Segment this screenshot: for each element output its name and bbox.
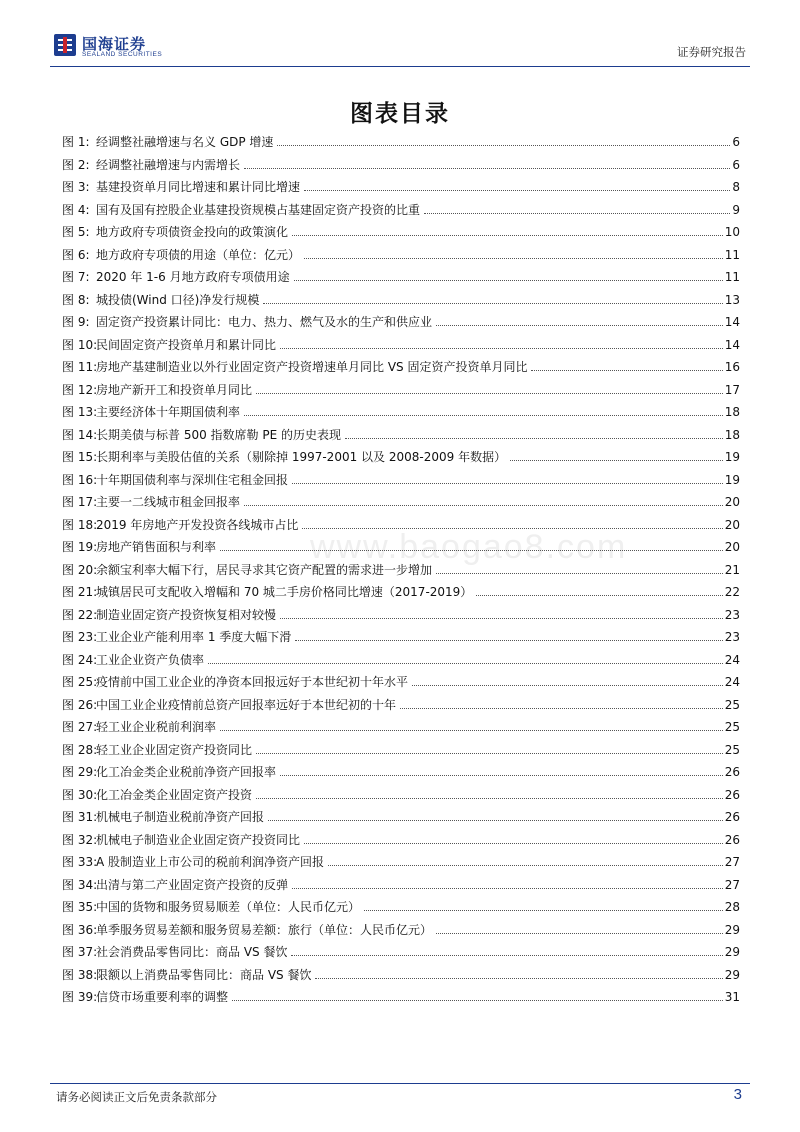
toc-entry-page: 24: [724, 652, 740, 667]
toc-entry-page: 22: [724, 585, 740, 599]
toc-entry[interactable]: [62, 268, 740, 291]
toc-entry-page: 27: [724, 877, 740, 892]
toc-entry-title: 长期利率与美股估值的关系（剔除掉 1997-2001 以及 2008-2009 年数据）: [96, 450, 507, 464]
toc-leader-dots: [292, 235, 723, 236]
toc-entry[interactable]: [62, 223, 740, 246]
toc-entry-title: 经调整社融增速与内需增长: [96, 157, 241, 172]
toc-leader-dots: [436, 325, 723, 326]
toc-entry-page: 25: [724, 742, 740, 757]
toc-entry-page: 11: [724, 270, 740, 284]
toc-entry-page: 26: [724, 765, 740, 779]
toc-entry-title: 轻工业企业固定资产投资同比: [96, 742, 253, 757]
toc-entry-label: 图 32:: [62, 832, 98, 847]
toc-entry-label: 图 39:: [62, 990, 98, 1004]
toc-entry-label: 图 6:: [62, 247, 90, 262]
toc-leader-dots: [244, 505, 723, 506]
toc-entry-label: 图 23:: [62, 630, 98, 644]
toc-leader-dots: [424, 213, 730, 214]
toc-leader-dots: [292, 483, 723, 484]
toc-entry[interactable]: [62, 583, 740, 606]
toc-entry[interactable]: [62, 133, 740, 156]
sealand-logo-icon: [54, 34, 76, 56]
toc-entry[interactable]: [62, 336, 740, 359]
toc-leader-dots: [328, 865, 723, 866]
toc-entry-label: 图 4:: [62, 202, 90, 217]
toc-entry-page: 23: [724, 607, 740, 622]
toc-entry[interactable]: [62, 718, 740, 741]
toc-entry-title: 房地产新开工和投资单月同比: [96, 382, 253, 397]
toc-entry-label: 图 38:: [62, 967, 98, 982]
toc-entry[interactable]: [62, 898, 740, 921]
toc-entry-page: 29: [724, 922, 740, 937]
toc-entry-label: 图 11:: [62, 360, 98, 374]
toc-leader-dots: [412, 685, 723, 686]
toc-entry-title: 机械电子制造业企业固定资产投资同比: [96, 832, 301, 847]
toc-entry[interactable]: [62, 943, 740, 966]
toc-entry-label: 图 22:: [62, 607, 98, 622]
toc-entry-label: 图 34:: [62, 877, 98, 892]
page-title: 图表目录: [350, 101, 450, 127]
toc-entry-label: 图 36:: [62, 922, 98, 937]
toc-leader-dots: [244, 168, 730, 169]
toc-entry-page: 19: [724, 472, 740, 487]
toc-entry-title: 民间固定资产投资单月和累计同比: [96, 337, 277, 352]
toc-entry[interactable]: [62, 921, 740, 944]
toc-entry[interactable]: [62, 786, 740, 809]
toc-leader-dots: [304, 190, 730, 191]
toc-entry[interactable]: [62, 876, 740, 899]
toc-entry-page: 24: [724, 675, 740, 689]
toc-entry[interactable]: [62, 471, 740, 494]
toc-entry[interactable]: [62, 741, 740, 764]
toc-entry-page: 14: [724, 337, 740, 352]
toc-entry-label: 图 18:: [62, 517, 98, 532]
toc-entry-title: 十年期国债利率与深圳住宅租金回报: [96, 472, 289, 487]
toc-entry-title: 基建投资单月同比增速和累计同比增速: [96, 180, 301, 194]
toc-leader-dots: [220, 730, 723, 731]
toc-entry-title: 长期美债与标普 500 指数席勒 PE 的历史表现: [96, 427, 341, 442]
toc-leader-dots: [232, 1000, 723, 1001]
toc-entry[interactable]: [62, 313, 740, 336]
toc-entry-title: 主要经济体十年期国债利率: [96, 405, 241, 419]
toc-leader-dots: [256, 798, 723, 799]
toc-leader-dots: [510, 460, 723, 461]
toc-leader-dots: [256, 753, 723, 754]
toc-leader-dots: [400, 708, 723, 709]
toc-leader-dots: [302, 528, 722, 529]
toc-entry-page: 6: [732, 157, 740, 172]
logo-chinese-name: 国海证券: [82, 35, 147, 53]
toc-entry-page: 10: [724, 225, 740, 239]
toc-entry-title: 出清与第二产业固定资产投资的反弹: [96, 877, 289, 892]
toc-entry-label: 图 30:: [62, 787, 98, 802]
report-type-label: 证券研究报告: [677, 45, 746, 59]
toc-leader-dots: [244, 415, 723, 416]
toc-leader-dots: [304, 843, 723, 844]
toc-entry-title: 单季服务贸易差额和服务贸易差额：旅行（单位：人民币亿元）: [96, 922, 433, 937]
toc-entry-label: 图 3:: [62, 180, 90, 194]
toc-entry[interactable]: [62, 201, 740, 224]
toc-leader-dots: [295, 640, 722, 641]
toc-entry[interactable]: [62, 178, 740, 201]
toc-entry-page: 19: [724, 450, 740, 464]
toc-entry-page: 14: [724, 315, 740, 329]
toc-leader-dots: [280, 775, 723, 776]
toc-entry-title: 工业企业资产负债率: [96, 652, 205, 667]
toc-entry-page: 11: [724, 247, 740, 262]
toc-entry[interactable]: [62, 966, 740, 989]
toc-entry-title: 地方政府专项债资金投向的政策演化: [96, 225, 289, 239]
toc-entry[interactable]: [62, 673, 740, 696]
toc-leader-dots: [256, 393, 723, 394]
toc-entry-label: 图 12:: [62, 382, 98, 397]
toc-entry-label: 图 21:: [62, 585, 98, 599]
toc-leader-dots: [531, 370, 722, 371]
toc-entry[interactable]: [62, 358, 740, 381]
toc-entry-label: 图 19:: [62, 540, 98, 554]
toc-entry-page: 23: [724, 630, 740, 644]
toc-entry[interactable]: [62, 291, 740, 314]
toc-leader-dots: [364, 910, 723, 911]
toc-entry-title: A 股制造业上市公司的税前利润净资产回报: [96, 855, 325, 869]
header-divider: [50, 66, 750, 67]
toc-entry-page: 9: [732, 202, 740, 217]
toc-entry[interactable]: [62, 381, 740, 404]
toc-leader-dots: [220, 550, 723, 551]
page-header: [50, 30, 750, 66]
footer-divider: [50, 1083, 750, 1084]
toc-entry-label: 图 2:: [62, 157, 90, 172]
toc-leader-dots: [315, 978, 722, 979]
toc-entry-label: 图 1:: [62, 135, 90, 149]
toc-entry-label: 图 13:: [62, 405, 98, 419]
toc-entry-label: 图 14:: [62, 427, 98, 442]
toc-entry-label: 图 37:: [62, 945, 98, 959]
toc-entry[interactable]: [62, 516, 740, 539]
toc-entry-title: 化工冶金类企业固定资产投资: [96, 787, 253, 802]
toc-entry-label: 图 31:: [62, 810, 98, 824]
toc-entry[interactable]: [62, 538, 740, 561]
toc-entry[interactable]: [62, 493, 740, 516]
toc-leader-dots: [208, 663, 723, 664]
toc-entry[interactable]: [62, 696, 740, 719]
toc-entry[interactable]: [62, 831, 740, 854]
toc-entry-page: 16: [724, 360, 740, 374]
toc-entry[interactable]: [62, 988, 740, 1011]
toc-leader-dots: [292, 888, 723, 889]
toc-leader-dots: [263, 303, 722, 304]
toc-entry-label: 图 26:: [62, 697, 98, 712]
toc-entry-title: 疫情前中国工业企业的净资本回报远好于本世纪初十年水平: [96, 675, 409, 689]
toc-entry-title: 主要一二线城市租金回报率: [96, 495, 241, 509]
toc-entry-page: 6: [732, 135, 740, 149]
toc-entry[interactable]: [62, 448, 740, 471]
toc-entry-title: 国有及国有控股企业基建投资规模占基建固定资产投资的比重: [96, 202, 421, 217]
toc-entry-title: 地方政府专项债的用途（单位：亿元）: [96, 247, 301, 262]
toc-entry[interactable]: [62, 606, 740, 629]
toc-entry-page: 21: [724, 562, 740, 577]
toc-entry-title: 房地产基建制造业以外行业固定资产投资增速单月同比 VS 固定资产投资单月同比: [96, 360, 528, 374]
toc-entry-label: 图 16:: [62, 472, 98, 487]
toc-entry-label: 图 29:: [62, 765, 98, 779]
toc-entry-page: 26: [724, 787, 740, 802]
toc-entry-page: 20: [724, 495, 740, 509]
toc-entry-label: 图 20:: [62, 562, 98, 577]
toc-entry-title: 社会消费品零售同比：商品 VS 餐饮: [96, 945, 288, 959]
toc-entry-page: 13: [724, 292, 740, 307]
toc-leader-dots: [436, 573, 723, 574]
toc-entry-label: 图 5:: [62, 225, 90, 239]
toc-entry-page: 18: [724, 427, 740, 442]
toc-entry-title: 中国工业企业疫情前总资产回报率远好于本世纪初的十年: [96, 697, 397, 712]
toc-leader-dots: [345, 438, 723, 439]
toc-leader-dots: [476, 595, 722, 596]
toc-entry-title: 经调整社融增速与名义 GDP 增速: [96, 135, 274, 149]
toc-entry[interactable]: [62, 763, 740, 786]
toc-entry[interactable]: [62, 156, 740, 179]
toc-entry-label: 图 33:: [62, 855, 98, 869]
toc-entry-title: 固定资产投资累计同比：电力、热力、燃气及水的生产和供应业: [96, 315, 433, 329]
toc-entry-page: 17: [724, 382, 740, 397]
toc-entry[interactable]: [62, 561, 740, 584]
toc-entry-page: 18: [724, 405, 740, 419]
toc-entry[interactable]: [62, 853, 740, 876]
toc-entry[interactable]: [62, 246, 740, 269]
toc-entry-title: 化工冶金类企业税前净资产回报率: [96, 765, 277, 779]
toc-entry-title: 制造业固定资产投资恢复相对较慢: [96, 607, 277, 622]
toc-entry-title: 机械电子制造业税前净资产回报: [96, 810, 265, 824]
toc-leader-dots: [294, 280, 723, 281]
toc-entry-label: 图 27:: [62, 720, 98, 734]
toc-leader-dots: [280, 348, 723, 349]
logo-english-name: SEALAND SECURITIES: [82, 51, 163, 58]
toc-entry-label: 图 15:: [62, 450, 98, 464]
toc-leader-dots: [280, 618, 723, 619]
toc-entry-page: 29: [724, 945, 740, 959]
toc-entry-page: 25: [724, 720, 740, 734]
toc-entry-page: 29: [724, 967, 740, 982]
toc-entry-page: 26: [724, 832, 740, 847]
toc-entry[interactable]: [62, 808, 740, 831]
toc-entry-label: 图 35:: [62, 900, 98, 914]
toc-entry[interactable]: [62, 651, 740, 674]
toc-entry-label: 图 24:: [62, 652, 98, 667]
toc-entry-page: 28: [724, 900, 740, 914]
toc-entry-title: 中国的货物和服务贸易顺差（单位：人民币亿元）: [96, 900, 361, 914]
toc-entry-label: 图 25:: [62, 675, 98, 689]
toc-entry[interactable]: [62, 628, 740, 651]
toc-leader-dots: [277, 145, 730, 146]
page-number: 3: [733, 1086, 742, 1103]
toc-entry-label: 图 10:: [62, 337, 98, 352]
toc-entry-page: 25: [724, 697, 740, 712]
toc-entry-label: 图 9:: [62, 315, 90, 329]
toc-entry-page: 26: [724, 810, 740, 824]
toc-entry-title: 限额以上消费品零售同比：商品 VS 餐饮: [96, 967, 312, 982]
toc-entry-title: 余额宝利率大幅下行，居民寻求其它资产配置的需求进一步增加: [96, 562, 433, 577]
toc-entry-page: 20: [724, 517, 740, 532]
toc-entry-title: 房地产销售面积与利率: [96, 540, 217, 554]
toc-entry[interactable]: [62, 426, 740, 449]
toc-entry-page: 31: [724, 990, 740, 1004]
toc-entry-title: 轻工业企业税前利润率: [96, 720, 217, 734]
toc-leader-dots: [436, 933, 723, 934]
toc-entry-label: 图 17:: [62, 495, 98, 509]
toc-leader-dots: [291, 955, 722, 956]
toc-leader-dots: [268, 820, 723, 821]
watermark: www.baogao8.com: [310, 528, 628, 566]
toc-entry-title: 2020 年 1-6 月地方政府专项债用途: [96, 270, 290, 284]
toc-entry-title: 2019 年房地产开发投资各线城市占比: [96, 517, 299, 532]
toc-entry-title: 城投债(Wind 口径)净发行规模: [96, 292, 260, 307]
footer-disclaimer: 请务必阅读正文后免责条款部分: [56, 1090, 217, 1104]
toc-entry[interactable]: [62, 403, 740, 426]
toc-entry-page: 27: [724, 855, 740, 869]
toc-entry-title: 城镇居民可支配收入增幅和 70 城二手房价格同比增速（2017-2019）: [96, 585, 473, 599]
toc-entry-label: 图 7:: [62, 270, 90, 284]
toc-entry-label: 图 8:: [62, 292, 90, 307]
figure-toc-list: [62, 133, 740, 1011]
toc-entry-title: 工业企业产能利用率 1 季度大幅下滑: [96, 630, 292, 644]
toc-entry-label: 图 28:: [62, 742, 98, 757]
toc-entry-page: 8: [732, 180, 740, 194]
toc-leader-dots: [304, 258, 723, 259]
toc-entry-page: 20: [724, 540, 740, 554]
toc-entry-title: 信贷市场重要利率的调整: [96, 990, 229, 1004]
